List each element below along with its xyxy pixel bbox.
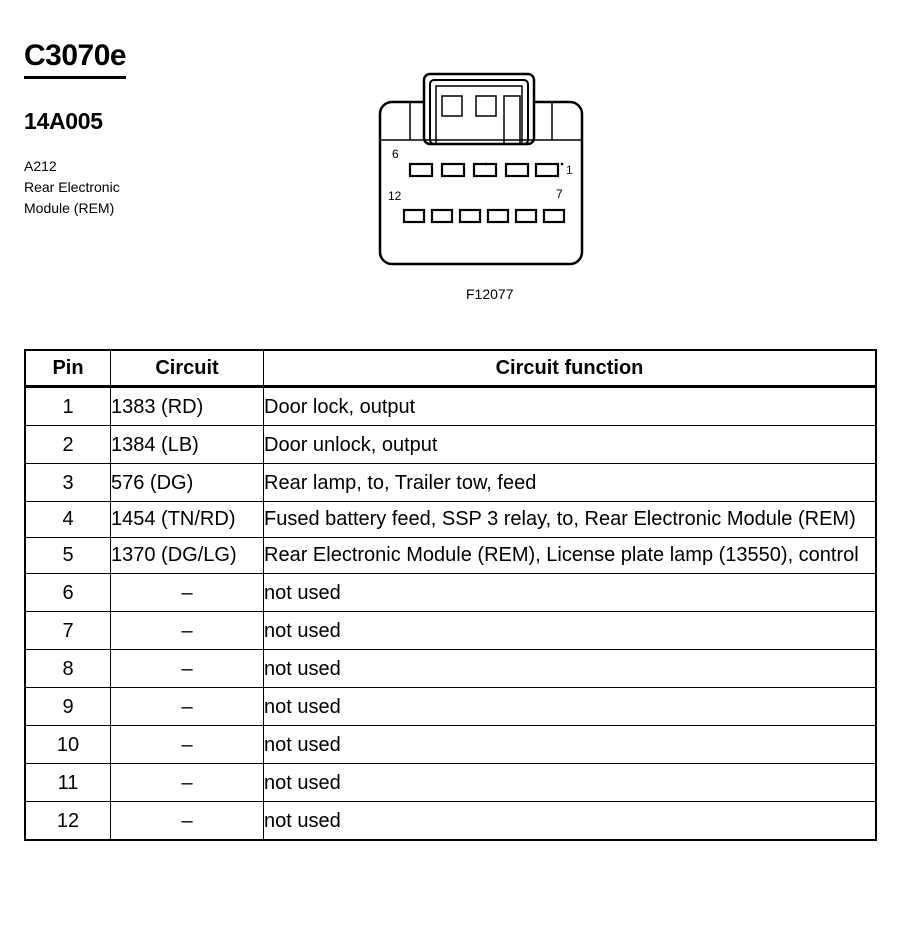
pin-label-6: 6 bbox=[392, 147, 399, 161]
table-row bbox=[25, 387, 876, 426]
circuit-cell: – bbox=[111, 688, 264, 726]
pin-cell: 10 bbox=[25, 726, 111, 764]
pin-cell: 7 bbox=[25, 612, 111, 650]
pinout-table bbox=[24, 349, 877, 841]
circuit-cell: 1384 (LB) bbox=[111, 426, 264, 464]
pin-label-12: 12 bbox=[388, 189, 402, 203]
function-cell: not used bbox=[264, 802, 877, 841]
table-row bbox=[25, 574, 876, 612]
connector-face-diagram bbox=[376, 70, 586, 270]
circuit-cell: – bbox=[111, 764, 264, 802]
part-number: 14A005 bbox=[24, 108, 103, 134]
circuit-cell: – bbox=[111, 802, 264, 841]
circuit-cell: 1454 (TN/RD) bbox=[111, 502, 264, 538]
circuit-cell: – bbox=[111, 726, 264, 764]
function-cell: not used bbox=[264, 612, 877, 650]
pin-cell: 2 bbox=[25, 426, 111, 464]
pin-label-7: 7 bbox=[556, 187, 563, 201]
pin-cell: 12 bbox=[25, 802, 111, 841]
function-cell: Rear lamp, to, Trailer tow, feed bbox=[264, 464, 877, 502]
header-circuit: Circuit bbox=[111, 350, 264, 387]
table-row bbox=[25, 464, 876, 502]
figure-id: F12077 bbox=[466, 286, 514, 302]
table-row bbox=[25, 502, 876, 538]
header-pin: Pin bbox=[25, 350, 111, 387]
table-row bbox=[25, 802, 876, 841]
function-cell: Door lock, output bbox=[264, 387, 877, 426]
pin-cell: 5 bbox=[25, 538, 111, 574]
circuit-cell: – bbox=[111, 574, 264, 612]
function-cell: not used bbox=[264, 574, 877, 612]
function-cell: not used bbox=[264, 764, 877, 802]
pin-label-1: 1 bbox=[566, 163, 573, 177]
function-cell: not used bbox=[264, 650, 877, 688]
table-row bbox=[25, 726, 876, 764]
pin-cell: 1 bbox=[25, 387, 111, 426]
circuit-cell: 1370 (DG/LG) bbox=[111, 538, 264, 574]
function-cell: not used bbox=[264, 726, 877, 764]
table-row bbox=[25, 764, 876, 802]
pin-cell: 4 bbox=[25, 502, 111, 538]
circuit-cell: – bbox=[111, 650, 264, 688]
function-cell: Fused battery feed, SSP 3 relay, to, Rear Electronic Module (REM) bbox=[264, 502, 877, 538]
circuit-cell: – bbox=[111, 612, 264, 650]
circuit-cell: 1383 (RD) bbox=[111, 387, 264, 426]
function-cell: Rear Electronic Module (REM), License plate lamp (13550), control bbox=[264, 538, 877, 574]
function-cell: not used bbox=[264, 688, 877, 726]
table-row bbox=[25, 426, 876, 464]
header-circuit-function: Circuit function bbox=[264, 350, 877, 387]
circuit-cell: 576 (DG) bbox=[111, 464, 264, 502]
table-row bbox=[25, 538, 876, 574]
pin-cell: 11 bbox=[25, 764, 111, 802]
pin-cell: 8 bbox=[25, 650, 111, 688]
pin-cell: 3 bbox=[25, 464, 111, 502]
table-header-row bbox=[25, 350, 876, 387]
pin-cell: 6 bbox=[25, 574, 111, 612]
table-row bbox=[25, 688, 876, 726]
table-row bbox=[25, 612, 876, 650]
connector-id-title: C3070e bbox=[24, 38, 126, 79]
top-terminal-row bbox=[410, 164, 562, 176]
pin-cell: 9 bbox=[25, 688, 111, 726]
connector-description: A212 Rear Electronic Module (REM) bbox=[24, 158, 120, 216]
table-row bbox=[25, 650, 876, 688]
function-cell: Door unlock, output bbox=[264, 426, 877, 464]
